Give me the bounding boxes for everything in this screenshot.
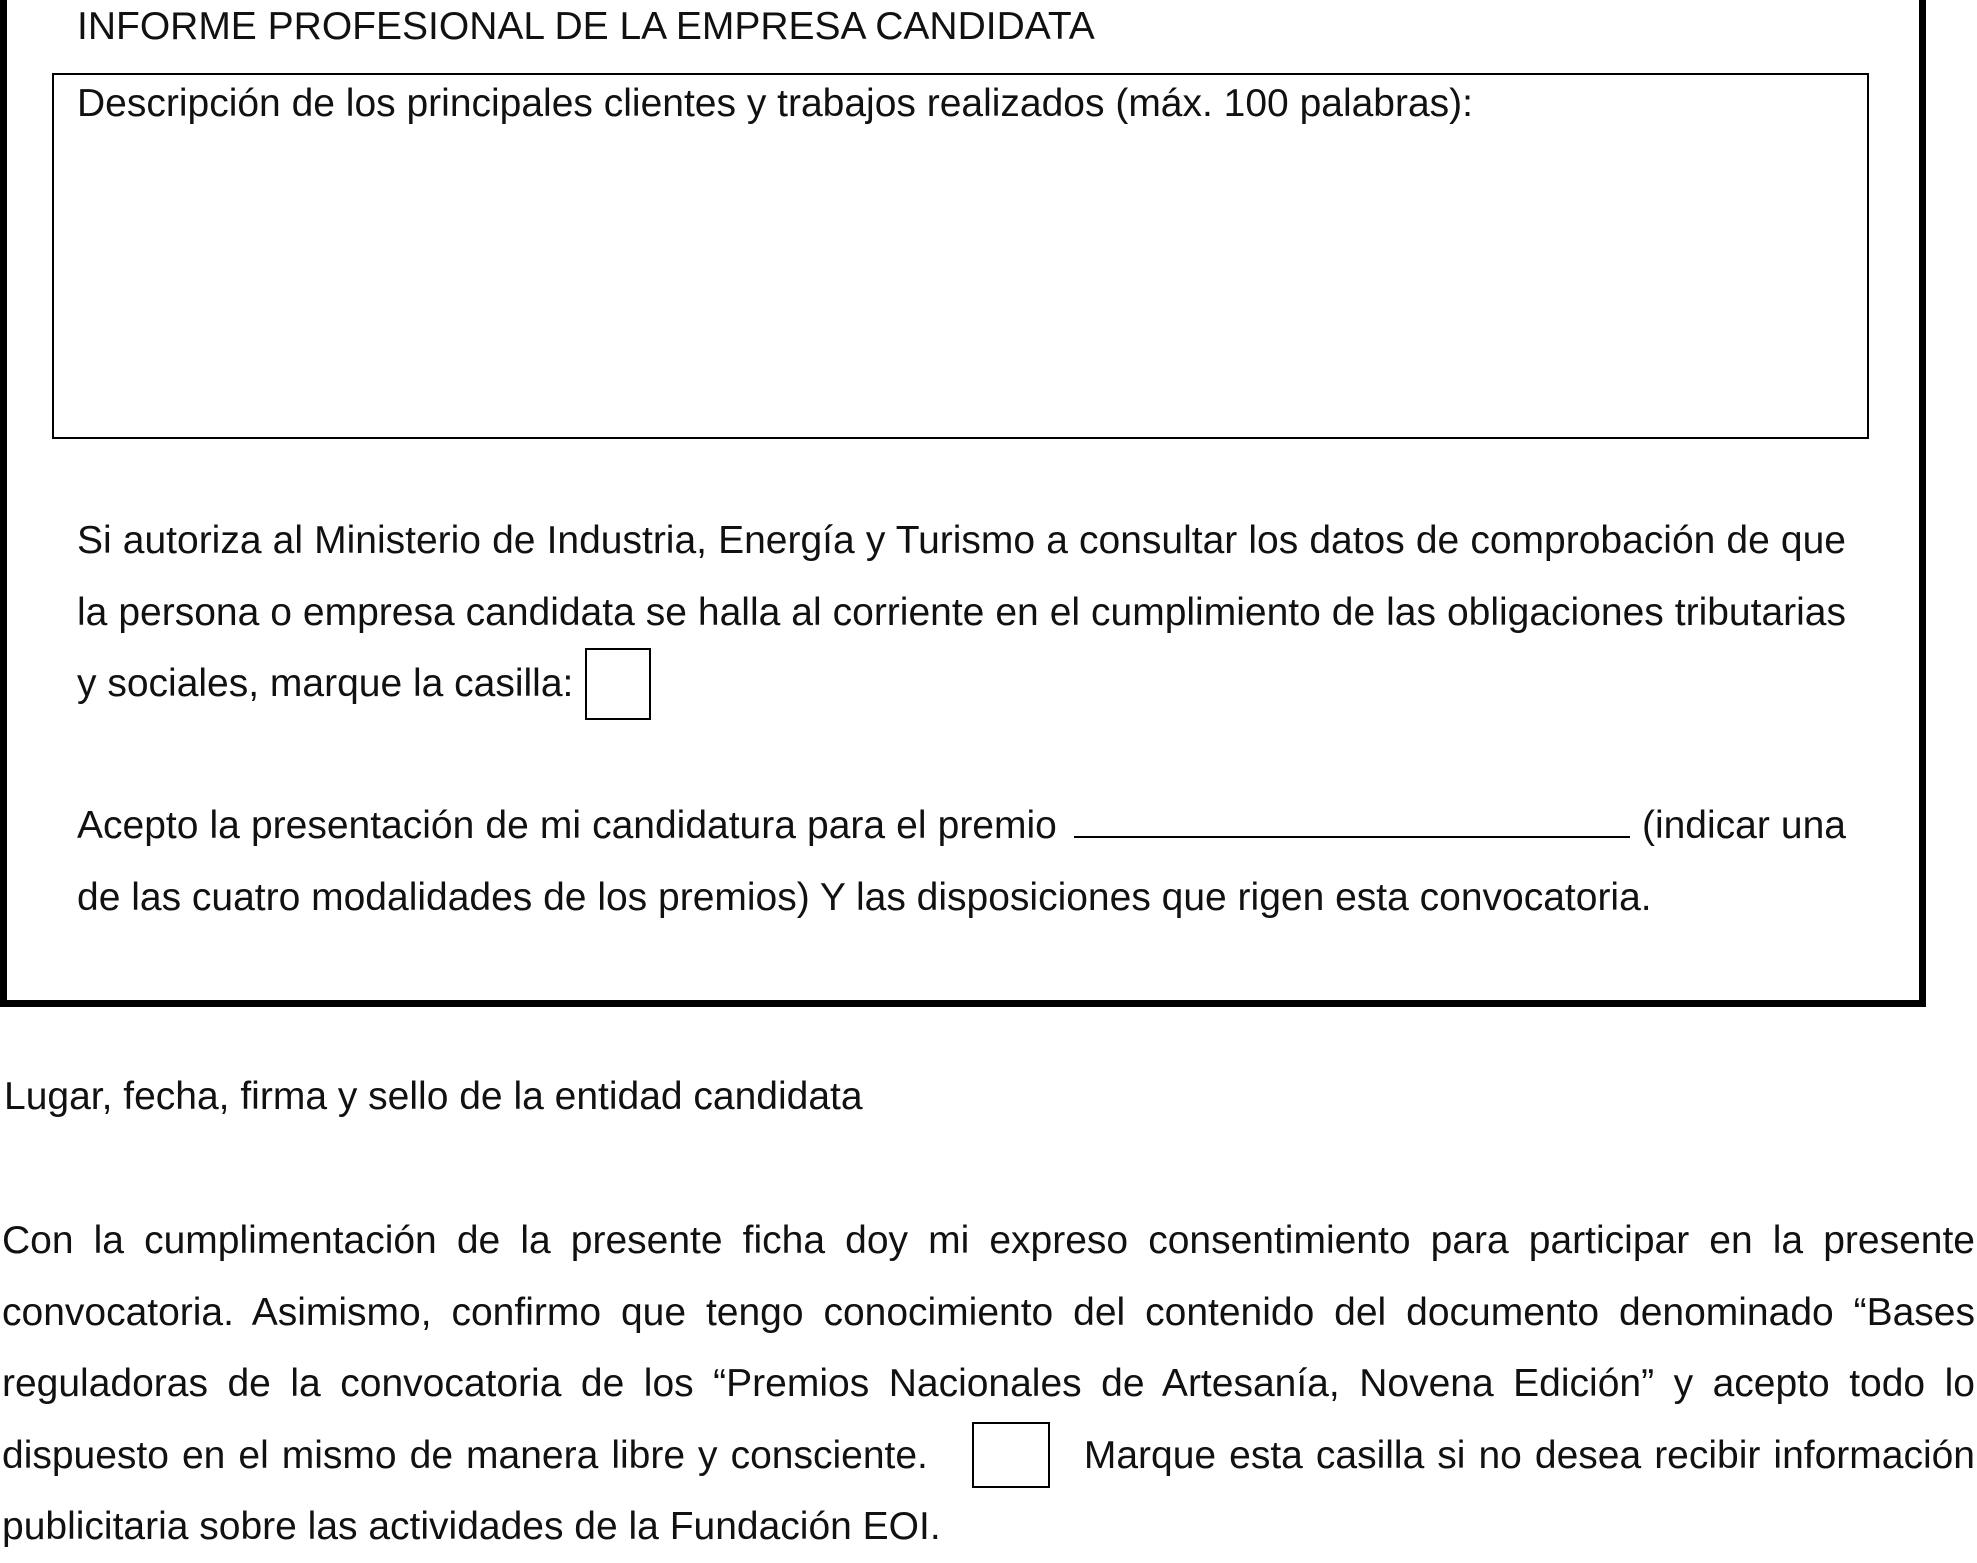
section-title: INFORME PROFESIONAL DE LA EMPRESA CANDIDATA (77, 5, 1095, 48)
consent-paragraph (2, 1205, 1975, 1563)
acceptance-paragraph (77, 790, 1846, 933)
authorization-paragraph (77, 505, 1846, 722)
description-textarea[interactable] (52, 73, 1869, 439)
authorization-text: Si autoriza al Ministerio de Industria, Energía y Turismo a consultar los datos de comprobación de que la persona o empresa candidata se halla al corriente en el cumplimiento de las obligaciones tributarias y sociales, marque la casilla: (77, 519, 1846, 705)
no-advertising-checkbox[interactable] (972, 1422, 1050, 1488)
signature-label: Lugar, fecha, firma y sello de la entidad candidata (4, 1075, 863, 1118)
acceptance-text-before: Acepto la presentación de mi candidatura para el premio (77, 804, 1057, 847)
acceptance-text-after: (indicar una de las cuatro modalidades de los premios) Y las disposiciones que rigen esta convocatoria. (77, 804, 1846, 919)
award-category-field[interactable] (1074, 806, 1630, 838)
consent-text-before: Con la cumplimentación de la presente ficha doy mi expreso consentimiento para participar en la presente convocatoria. Asimismo, confirmo que tengo conocimiento del contenido del documento denominado “Bases reguladoras de la convocatoria de los “Premios Nacionales de Artesanía, Novena Edición” y acepto todo lo dispuesto en el mismo de manera libre y consciente. (2, 1219, 1975, 1477)
consent-text-after: Marque esta casilla si no desea recibir información publicitaria sobre las actividades de la Fundación EOI. (2, 1433, 1976, 1548)
authorization-checkbox[interactable] (585, 648, 651, 720)
description-label: Descripción de los principales clientes y trabajos realizados (máx. 100 palabras): (77, 82, 1474, 125)
